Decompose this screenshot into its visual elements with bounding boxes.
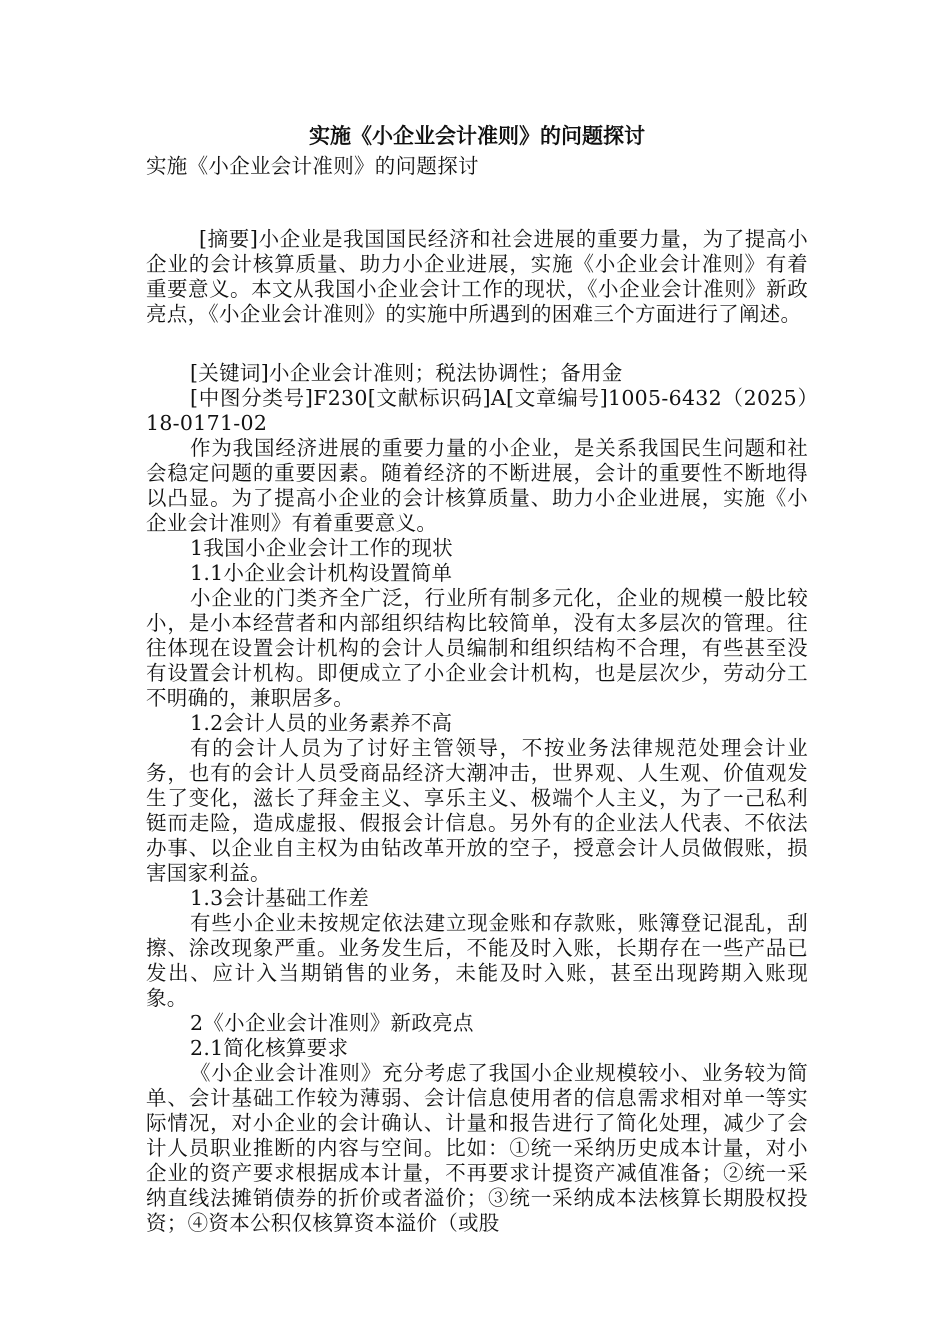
section-2-heading: 2《小企业会计准则》新政亮点 (190, 1011, 474, 1035)
section-1-2-paragraph: 有的会计人员为了讨好主管领导，不按业务法律规范处理会计业务，也有的会计人员受商品经济大潮冲击，世界观、人生观、价值观发生了变化，滋长了拜金主义、享乐主义、极端个人主义，为了一己私利铤而走险，造成虚报、假报会计信息。另外有的企业法人代表、不依法办事、以企业自主权为由钻改革开放的空子，授意会计人员做假账，损害国家利益。 (146, 736, 808, 885)
section-1-3-heading: 1.3会计基础工作差 (190, 886, 370, 910)
document-page (146, 118, 808, 1236)
document-subtitle: 实施《小企业会计准则》的问题探讨 (146, 154, 479, 178)
abstract-paragraph: [摘要]小企业是我国国民经济和社会进展的重要力量，为了提高小企业的会计核算质量、助力小企业进展，实施《小企业会计准则》有着重要意义。本文从我国小企业会计工作的现状，《小企业会计准则》新政亮点，《小企业会计准则》的实施中所遇到的困难三个方面进行了阐述。 (146, 227, 808, 326)
intro-paragraph: 作为我国经济进展的重要力量的小企业，是关系我国民生问题和社会稳定问题的重要因素。随着经济的不断进展，会计的重要性不断地得以凸显。为了提高小企业的会计核算质量、助力小企业进展，实施《小企业会计准则》有着重要意义。 (146, 436, 808, 535)
section-2-1-paragraph: 《小企业会计准则》充分考虑了我国小企业规模较小、业务较为简单、会计基础工作较为薄弱、会计信息使用者的信息需求相对单一等实际情况，对小企业的会计确认、计量和报告进行了简化处理，减少了会计人员职业推断的内容与空间。比如：①统一采纳历史成本计量，对小企业的资产要求根据成本计量，不再要求计提资产减值准备；②统一采纳直线法摊销债券的折价或者溢价；③统一采纳成本法核算长期股权投资；④资本公积仅核算资本溢价（或股 (146, 1061, 808, 1235)
section-1-heading: 1我国小企业会计工作的现状 (190, 536, 453, 560)
section-1-1-heading: 1.1小企业会计机构设置简单 (190, 561, 453, 585)
section-1-3-paragraph: 有些小企业未按规定依法建立现金账和存款账，账簿登记混乱，刮擦、涂改现象严重。业务发生后，不能及时入账，长期存在一些产品已发出、应计入当期销售的业务，未能及时入账，甚至出现跨期入账现象。 (146, 911, 808, 1010)
section-1-2-heading: 1.2会计人员的业务素养不高 (190, 711, 453, 735)
keywords-line: [关键词]小企业会计准则；税法协调性；备用金 (190, 361, 623, 385)
section-2-1-heading: 2.1简化核算要求 (190, 1036, 349, 1060)
classification-line: [中图分类号]F230[文献标识码]A[文章编号]1005-6432（2025）18-0171-02 (146, 386, 808, 435)
document-title: 实施《小企业会计准则》的问题探讨 (309, 123, 645, 148)
section-1-1-paragraph: 小企业的门类齐全广泛，行业所有制多元化，企业的规模一般比较小，是小本经营者和内部组织结构比较简单，没有太多层次的管理。往往体现在设置会计机构的会计人员编制和组织结构不合理，有些甚至没有设置会计机构。即便成立了小企业会计机构，也是层次少，劳动分工不明确的，兼职居多。 (146, 586, 808, 710)
